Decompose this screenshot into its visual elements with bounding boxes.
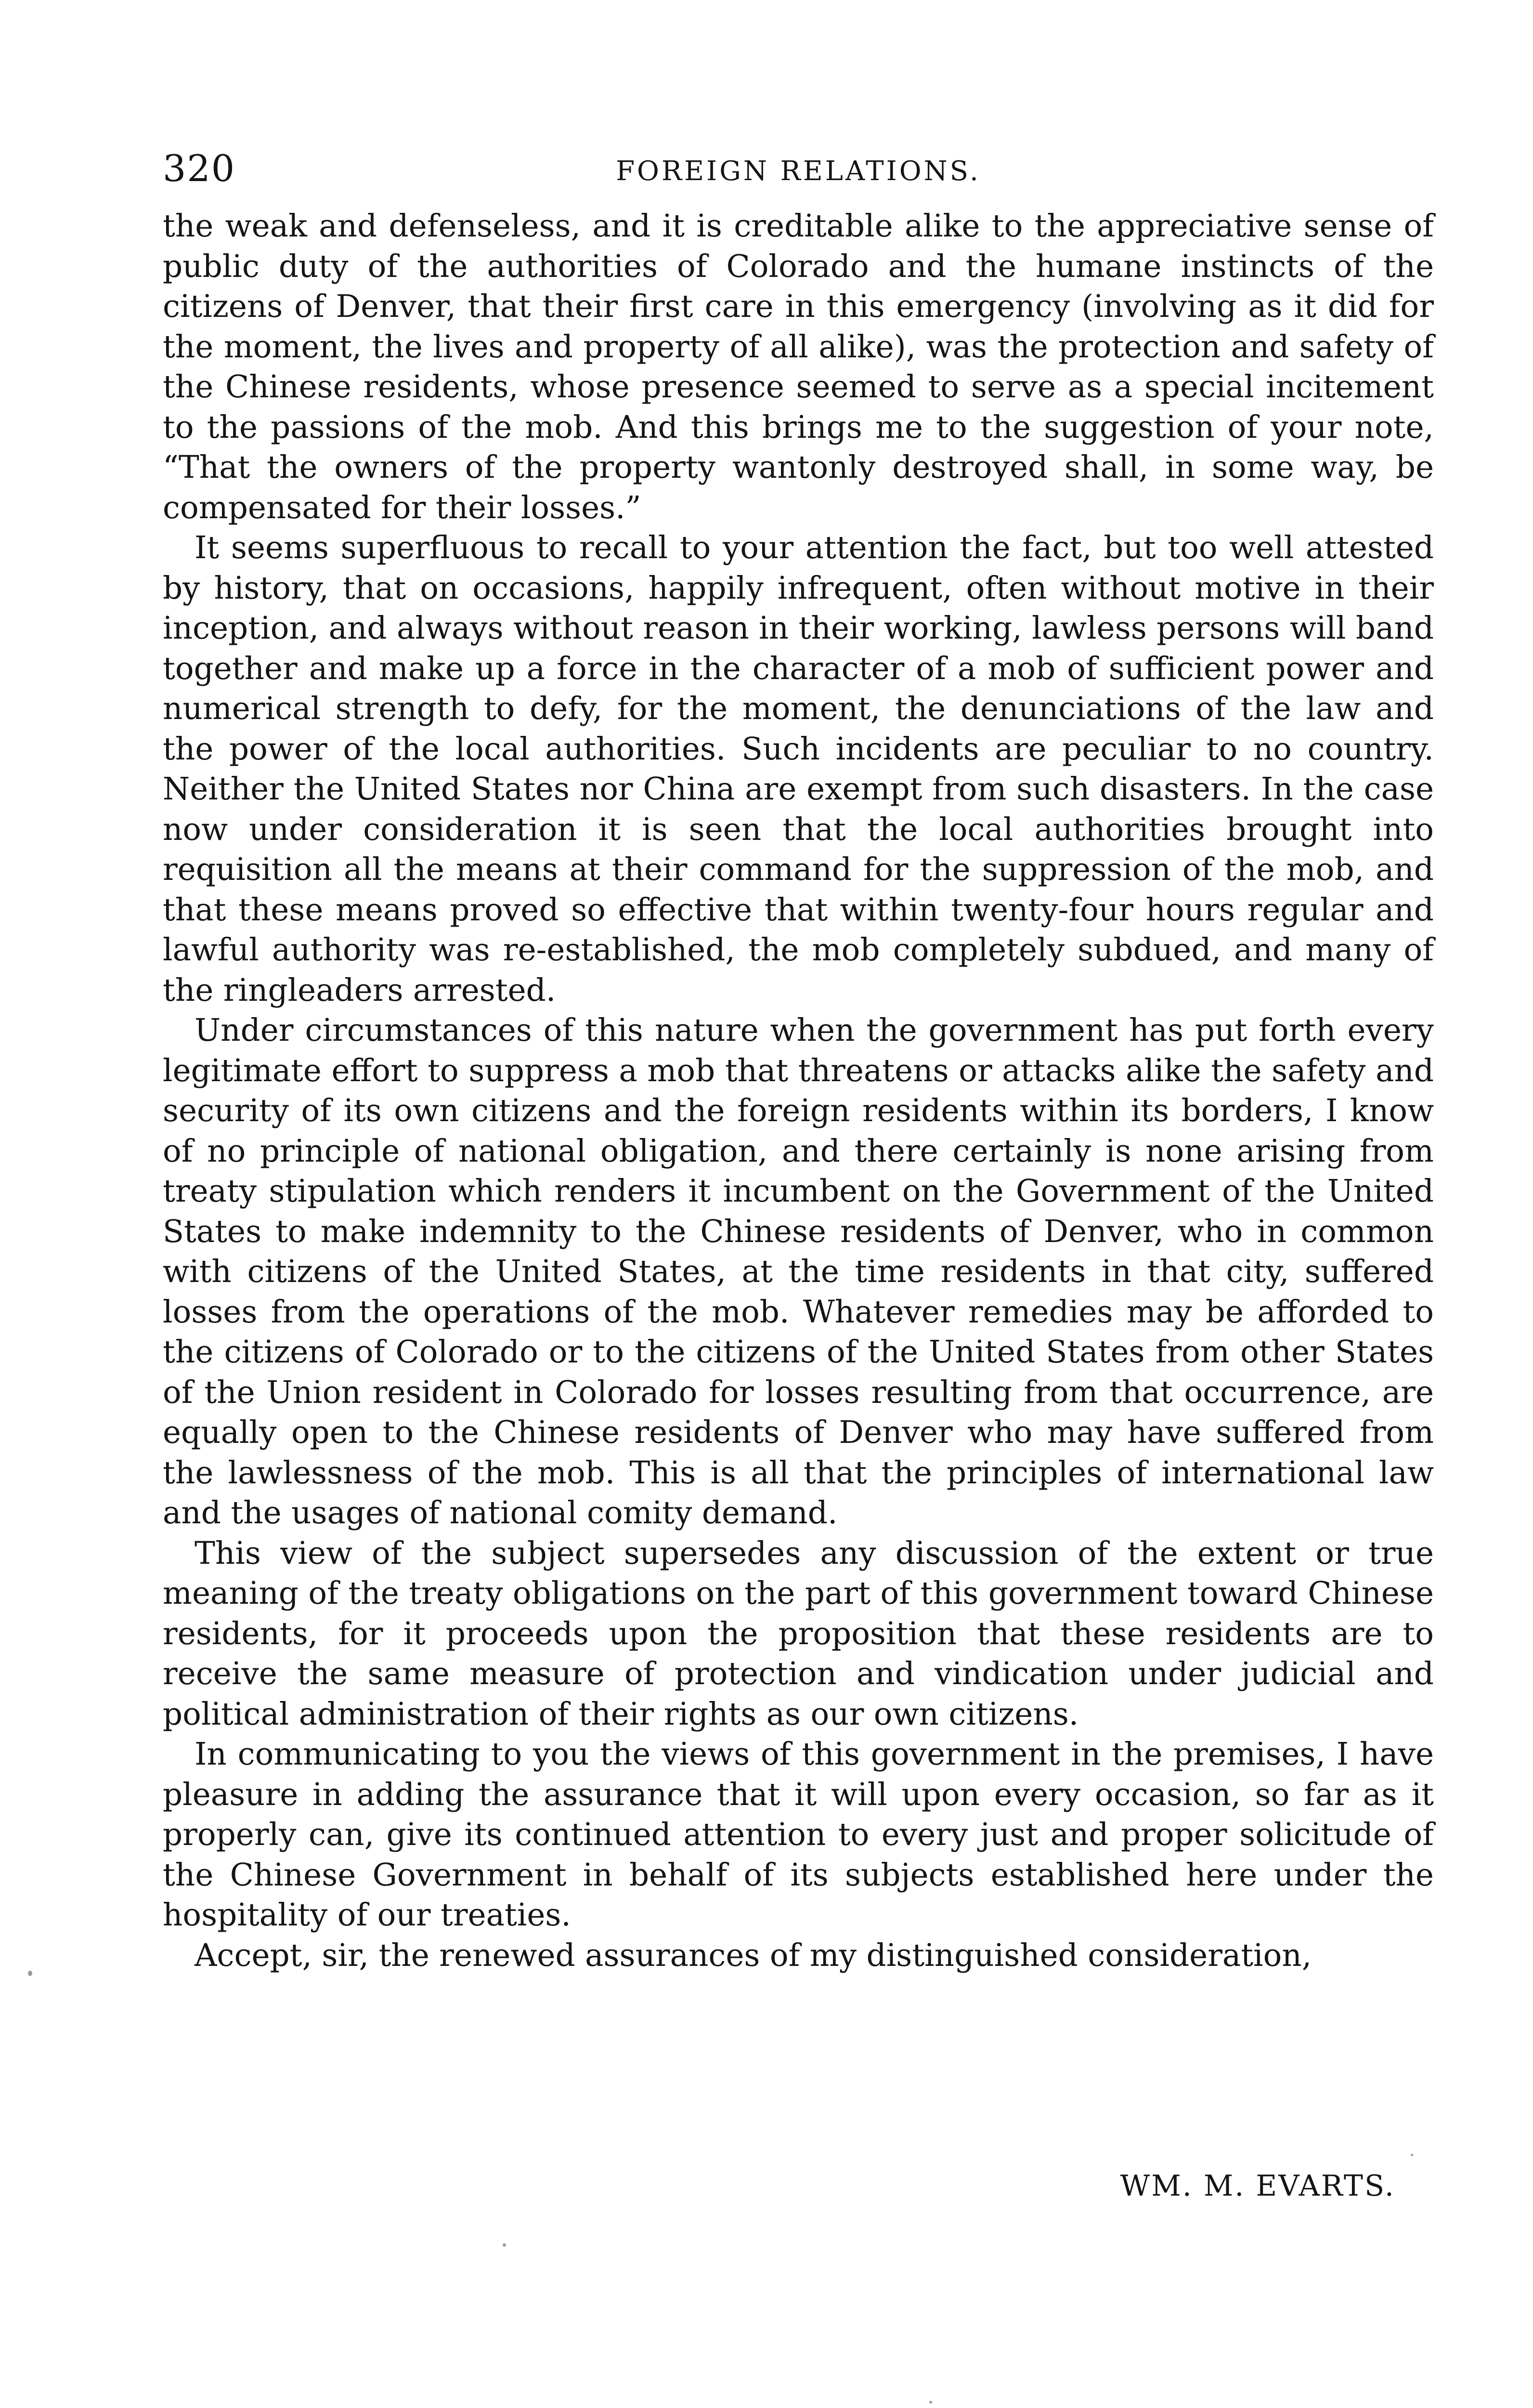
paragraph: the weak and defenseless, and it is creditable alike to the appreciative sense of public duty of the authorities of Colorado and the humane instincts of the citizens of Denver, that their first care in this emergency (involving as it did for the moment, the lives and property of all alike), was the protection and safety of the Chinese residents, whose presence seemed to serve as a special incitement to the passions of the mob. And this brings me to the suggestion of your note, “That the owners of the property wantonly destroyed shall, in some way, be compensated for their losses.” bbox=[163, 208, 1434, 526]
paragraph: Accept, sir, the renewed assurances of my distinguished consideration, bbox=[195, 1937, 1312, 1974]
paragraph: This view of the subject supersedes any discussion of the extent or true meaning of the treaty obligations on the part of this government toward Chinese residents, for it proceeds upon the proposition that these residents are to receive the same measure of protection and vindication under judicial and political administration of their rights as our own citizens. bbox=[163, 1535, 1434, 1732]
print-speck bbox=[28, 1971, 32, 1976]
running-head: FOREIGN RELATIONS. bbox=[616, 156, 981, 187]
body-text bbox=[163, 206, 1434, 1976]
paragraph: In communicating to you the views of this government in the premises, I have pleasure in adding the assurance that it will upon every occasion, so far as it properly can, give its continued attention to every just and proper solicitude of the Chinese Government in behalf of its subjects established here under the hospitality of our treaties. bbox=[163, 1736, 1434, 1933]
print-speck bbox=[503, 2243, 506, 2247]
paragraph: It seems superfluous to recall to your attention the fact, but too well attested by history, that on occasions, happily infrequent, often without motive in their inception, and always without reason in their working, lawless persons will band together and make up a force in the character of a mob of sufficient power and numerical strength to defy, for the moment, the denunciations of the law and the power of the local authorities. Such incidents are peculiar to no country. Neither the United States nor China are exempt from such disasters. In the case now under consideration it is seen that the local authorities brought into requisition all the means at their command for the suppression of the mob, and that these means proved so effective that within twenty-four hours regular and lawful authority was re-established, the mob completely subdued, and many of the ringleaders arrested. bbox=[163, 530, 1434, 1008]
page-header bbox=[163, 144, 1434, 197]
signature: WM. M. EVARTS. bbox=[1120, 2169, 1395, 2203]
page-number: 320 bbox=[163, 147, 236, 190]
paragraph: Under circumstances of this nature when the government has put forth every legitimate effort to suppress a mob that threatens or attacks alike the safety and security of its own citizens and the foreign residents within its borders, I know of no principle of national obligation, and there certainly is none arising from treaty stipulation which renders it incumbent on the Government of the United States to make indemnity to the Chinese residents of Denver, who in common with citizens of the United States, at the time residents in that city, suffered losses from the operations of the mob. Whatever remedies may be afforded to the citizens of Colorado or to the citizens of the United States from other States of the Union resident in Colorado for losses resulting from that occurrence, are equally open to the Chinese residents of Denver who may have suffered from the lawlessness of the mob. This is all that the principles of international law and the usages of national comity demand. bbox=[163, 1012, 1434, 1531]
print-speck bbox=[929, 2401, 932, 2404]
print-speck bbox=[1411, 2154, 1413, 2156]
